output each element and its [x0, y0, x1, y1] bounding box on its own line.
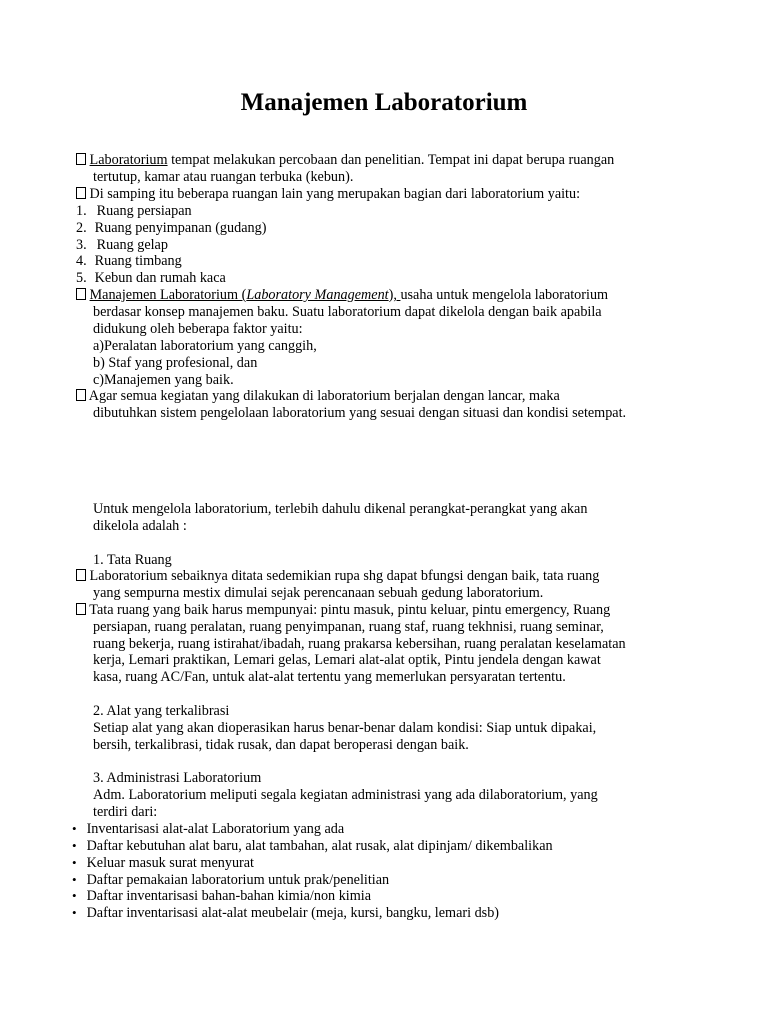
- administrasi-list-item: • Daftar inventarisasi bahan-bahan kimia/non kimia: [72, 888, 372, 904]
- intro-text: tempat melakukan percobaan dan penelitian. Tempat ini dapat berupa ruangan: [167, 152, 615, 168]
- section-heading-administrasi: 3. Administrasi Laboratorium: [93, 770, 262, 786]
- checkbox-bullet-icon: [76, 153, 86, 165]
- section-intro-line: dikelola adalah :: [93, 518, 187, 534]
- room-list-item: 5. Kebun dan rumah kaca: [76, 270, 226, 286]
- bullet-icon: •: [72, 888, 77, 903]
- alat-text: bersih, terkalibrasi, tidak rusak, dan dapat beroperasi dengan baik.: [93, 737, 469, 753]
- section-heading-alat: 2. Alat yang terkalibrasi: [93, 703, 230, 719]
- term-manajemen: Manajemen Laboratorium (Laboratory Management),: [89, 287, 401, 303]
- intro-paragraph-4-cont: dibutuhkan sistem pengelolaan laboratorium yang sesuai dengan situasi dan kondisi setempat.: [93, 405, 627, 421]
- room-list-item: 1. Ruang persiapan: [76, 203, 192, 219]
- room-list-item: 2. Ruang penyimpanan (gudang): [76, 220, 267, 236]
- tata-ruang-bullet-2-cont: ruang bekerja, ruang istirahat/ibadah, ruang prakarsa kebersihan, ruang peralatan keselamatan: [93, 636, 626, 652]
- administrasi-list-item: • Daftar inventarisasi alat-alat meubelair (meja, kursi, bangku, lemari dsb): [72, 905, 500, 921]
- intro-paragraph-3-cont: didukung oleh beberapa faktor yaitu:: [93, 321, 303, 337]
- checkbox-bullet-icon: [76, 569, 86, 581]
- administrasi-list-item: • Keluar masuk surat menyurat: [72, 855, 254, 871]
- section-intro-line: Untuk mengelola laboratorium, terlebih dahulu dikenal perangkat-perangkat yang akan: [93, 501, 588, 517]
- bullet-icon: •: [72, 905, 77, 920]
- tata-ruang-bullet-1-cont: yang sempurna mestix dimulai sejak perencanaan sebuah gedung laboratorium.: [93, 585, 544, 601]
- administrasi-list-item: • Daftar pemakaian laboratorium untuk prak/penelitian: [72, 872, 390, 888]
- bullet-icon: •: [72, 855, 77, 870]
- intro-paragraph-1: [76, 152, 614, 169]
- section-heading-tata-ruang: 1. Tata Ruang: [93, 552, 172, 568]
- checkbox-bullet-icon: [76, 187, 86, 199]
- factor-item: a)Peralatan laboratorium yang canggih,: [93, 338, 317, 354]
- checkbox-bullet-icon: [76, 603, 86, 615]
- intro-paragraph-3-cont: berdasar konsep manajemen baku. Suatu laboratorium dapat dikelola dengan baik apabila: [93, 304, 602, 320]
- tata-ruang-bullet-1: Laboratorium sebaiknya ditata sedemikian rupa shg dapat bfungsi dengan baik, tata ruang: [76, 568, 599, 585]
- tata-ruang-bullet-2-cont: kerja, Lemari praktikan, Lemari gelas, Lemari alat-alat optik, Pintu jendela dengan kawat: [93, 652, 601, 668]
- intro-paragraph-3: Manajemen Laboratorium (Laboratory Management), usaha untuk mengelola laboratorium: [76, 287, 608, 304]
- term-laboratorium: Laboratorium: [89, 152, 168, 168]
- bullet-icon: •: [72, 872, 77, 887]
- intro-paragraph-2: [76, 186, 580, 203]
- checkbox-bullet-icon: [76, 389, 86, 401]
- administrasi-text: Adm. Laboratorium meliputi segala kegiatan administrasi yang ada dilaboratorium, yang: [93, 787, 598, 803]
- tata-ruang-bullet-2: Tata ruang yang baik harus mempunyai: pintu masuk, pintu keluar, pintu emergency, Ruang: [76, 602, 610, 619]
- tata-ruang-bullet-2-cont: kasa, ruang AC/Fan, untuk alat-alat tertentu yang memerlukan persyaratan tertentu.: [93, 669, 566, 685]
- checkbox-bullet-icon: [76, 288, 86, 300]
- administrasi-text: terdiri dari:: [93, 804, 158, 820]
- room-list-item: 3. Ruang gelap: [76, 237, 168, 253]
- administrasi-list-item: • Inventarisasi alat-alat Laboratorium yang ada: [72, 821, 345, 837]
- factor-item: b) Staf yang profesional, dan: [93, 355, 258, 371]
- intro-paragraph-4: Agar semua kegiatan yang dilakukan di laboratorium berjalan dengan lancar, maka: [76, 388, 560, 405]
- room-list-item: 4. Ruang timbang: [76, 253, 182, 269]
- intro-text: Di samping itu beberapa ruangan lain yang merupakan bagian dari laboratorium yaitu:: [89, 186, 581, 202]
- administrasi-list-item: • Daftar kebutuhan alat baru, alat tambahan, alat rusak, alat dipinjam/ dikembalikan: [72, 838, 553, 854]
- factor-item: c)Manajemen yang baik.: [93, 372, 234, 388]
- page-title: Manajemen Laboratorium: [240, 89, 528, 116]
- alat-text: Setiap alat yang akan dioperasikan harus benar-benar dalam kondisi: Siap untuk dipakai,: [93, 720, 597, 736]
- bullet-icon: •: [72, 821, 77, 836]
- intro-paragraph-1-cont: tertutup, kamar atau ruangan terbuka (kebun).: [93, 169, 354, 185]
- bullet-icon: •: [72, 838, 77, 853]
- tata-ruang-bullet-2-cont: persiapan, ruang peralatan, ruang penyimpanan, ruang staf, ruang tekhnisi, ruang seminar,: [93, 619, 604, 635]
